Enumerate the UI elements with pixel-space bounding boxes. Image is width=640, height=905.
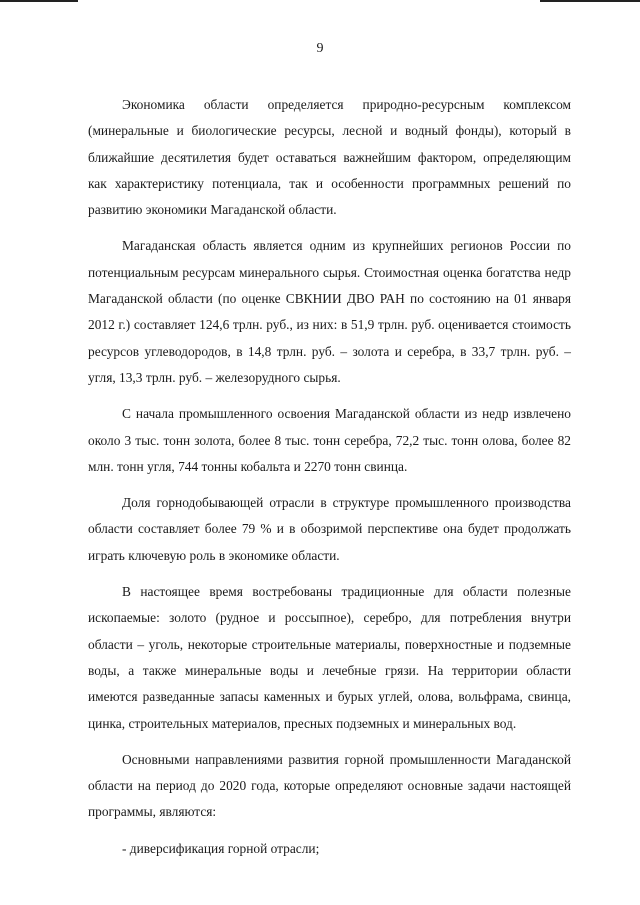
paragraph-mineral-resources: Магаданская область является одним из крупнейших регионов России по потенциальным ресурсам минерального сырья. Стоимостная оценка богатства недр Магаданской области (по оценке СВКНИИ ДВО РАН по состоянию на 01 января 2012 г.) составляет 124,6 трлн. руб., из них: в 51,9 трлн. руб. оценивается стоимость ресурсов углеводородов, в 14,8 трлн. руб. – золота и серебра, в 33,7 трлн. руб. – угля, 13,3 трлн. руб. – железорудного сырья. [88, 238, 571, 385]
page-number: 9 [316, 41, 324, 56]
paragraph-economy-overview: Экономика области определяется природно-ресурсным комплексом (минеральные и биологические ресурсы, лесной и водный фонды), который в ближайшие десятилетия будет оставаться важнейшим фактором, определяющим как характеристику потенциала, так и особенности программных решений по развитию экономики Магаданской области. [88, 97, 571, 218]
paragraph-demanded-minerals: В настоящее время востребованы традиционные для области полезные ископаемые: золото (рудное и россыпное), серебро, для потребления внутри области – уголь, некоторые строительные материалы, поверхностные и подземные воды, а также минеральные воды и лечебные грязи. На территории области имеются разведанные запасы каменных и бурых углей, олова, вольфрама, свинца, цинка, строительных материалов, пресных подземных и минеральных вод. [88, 584, 571, 731]
scan-edge-line-right [540, 0, 640, 2]
paragraph-development-directions: Основными направлениями развития горной промышленности Магаданской области на период до 2020 года, которые определяют основные задачи настоящей программы, являются: [88, 751, 571, 820]
list-item-diversification: - диверсификация горной отрасли; [122, 840, 320, 856]
scan-edge-line-left [0, 0, 78, 2]
paragraph-extraction-history: С начала промышленного освоения Магаданской области из недр извлечено около 3 тыс. тонн золота, более 8 тыс. тонн серебра, 72,2 тыс. тонн олова, более 82 млн. тонн угля, 744 тонны кобальта и 2270 тонн свинца. [88, 406, 571, 474]
document-body [88, 92, 571, 872]
paragraph-mining-share: Доля горнодобывающей отрасли в структуре промышленного производства области составляет более 79 % и в обозримой перспективе она будет продолжать играть ключевую роль в экономике области. [88, 495, 571, 563]
